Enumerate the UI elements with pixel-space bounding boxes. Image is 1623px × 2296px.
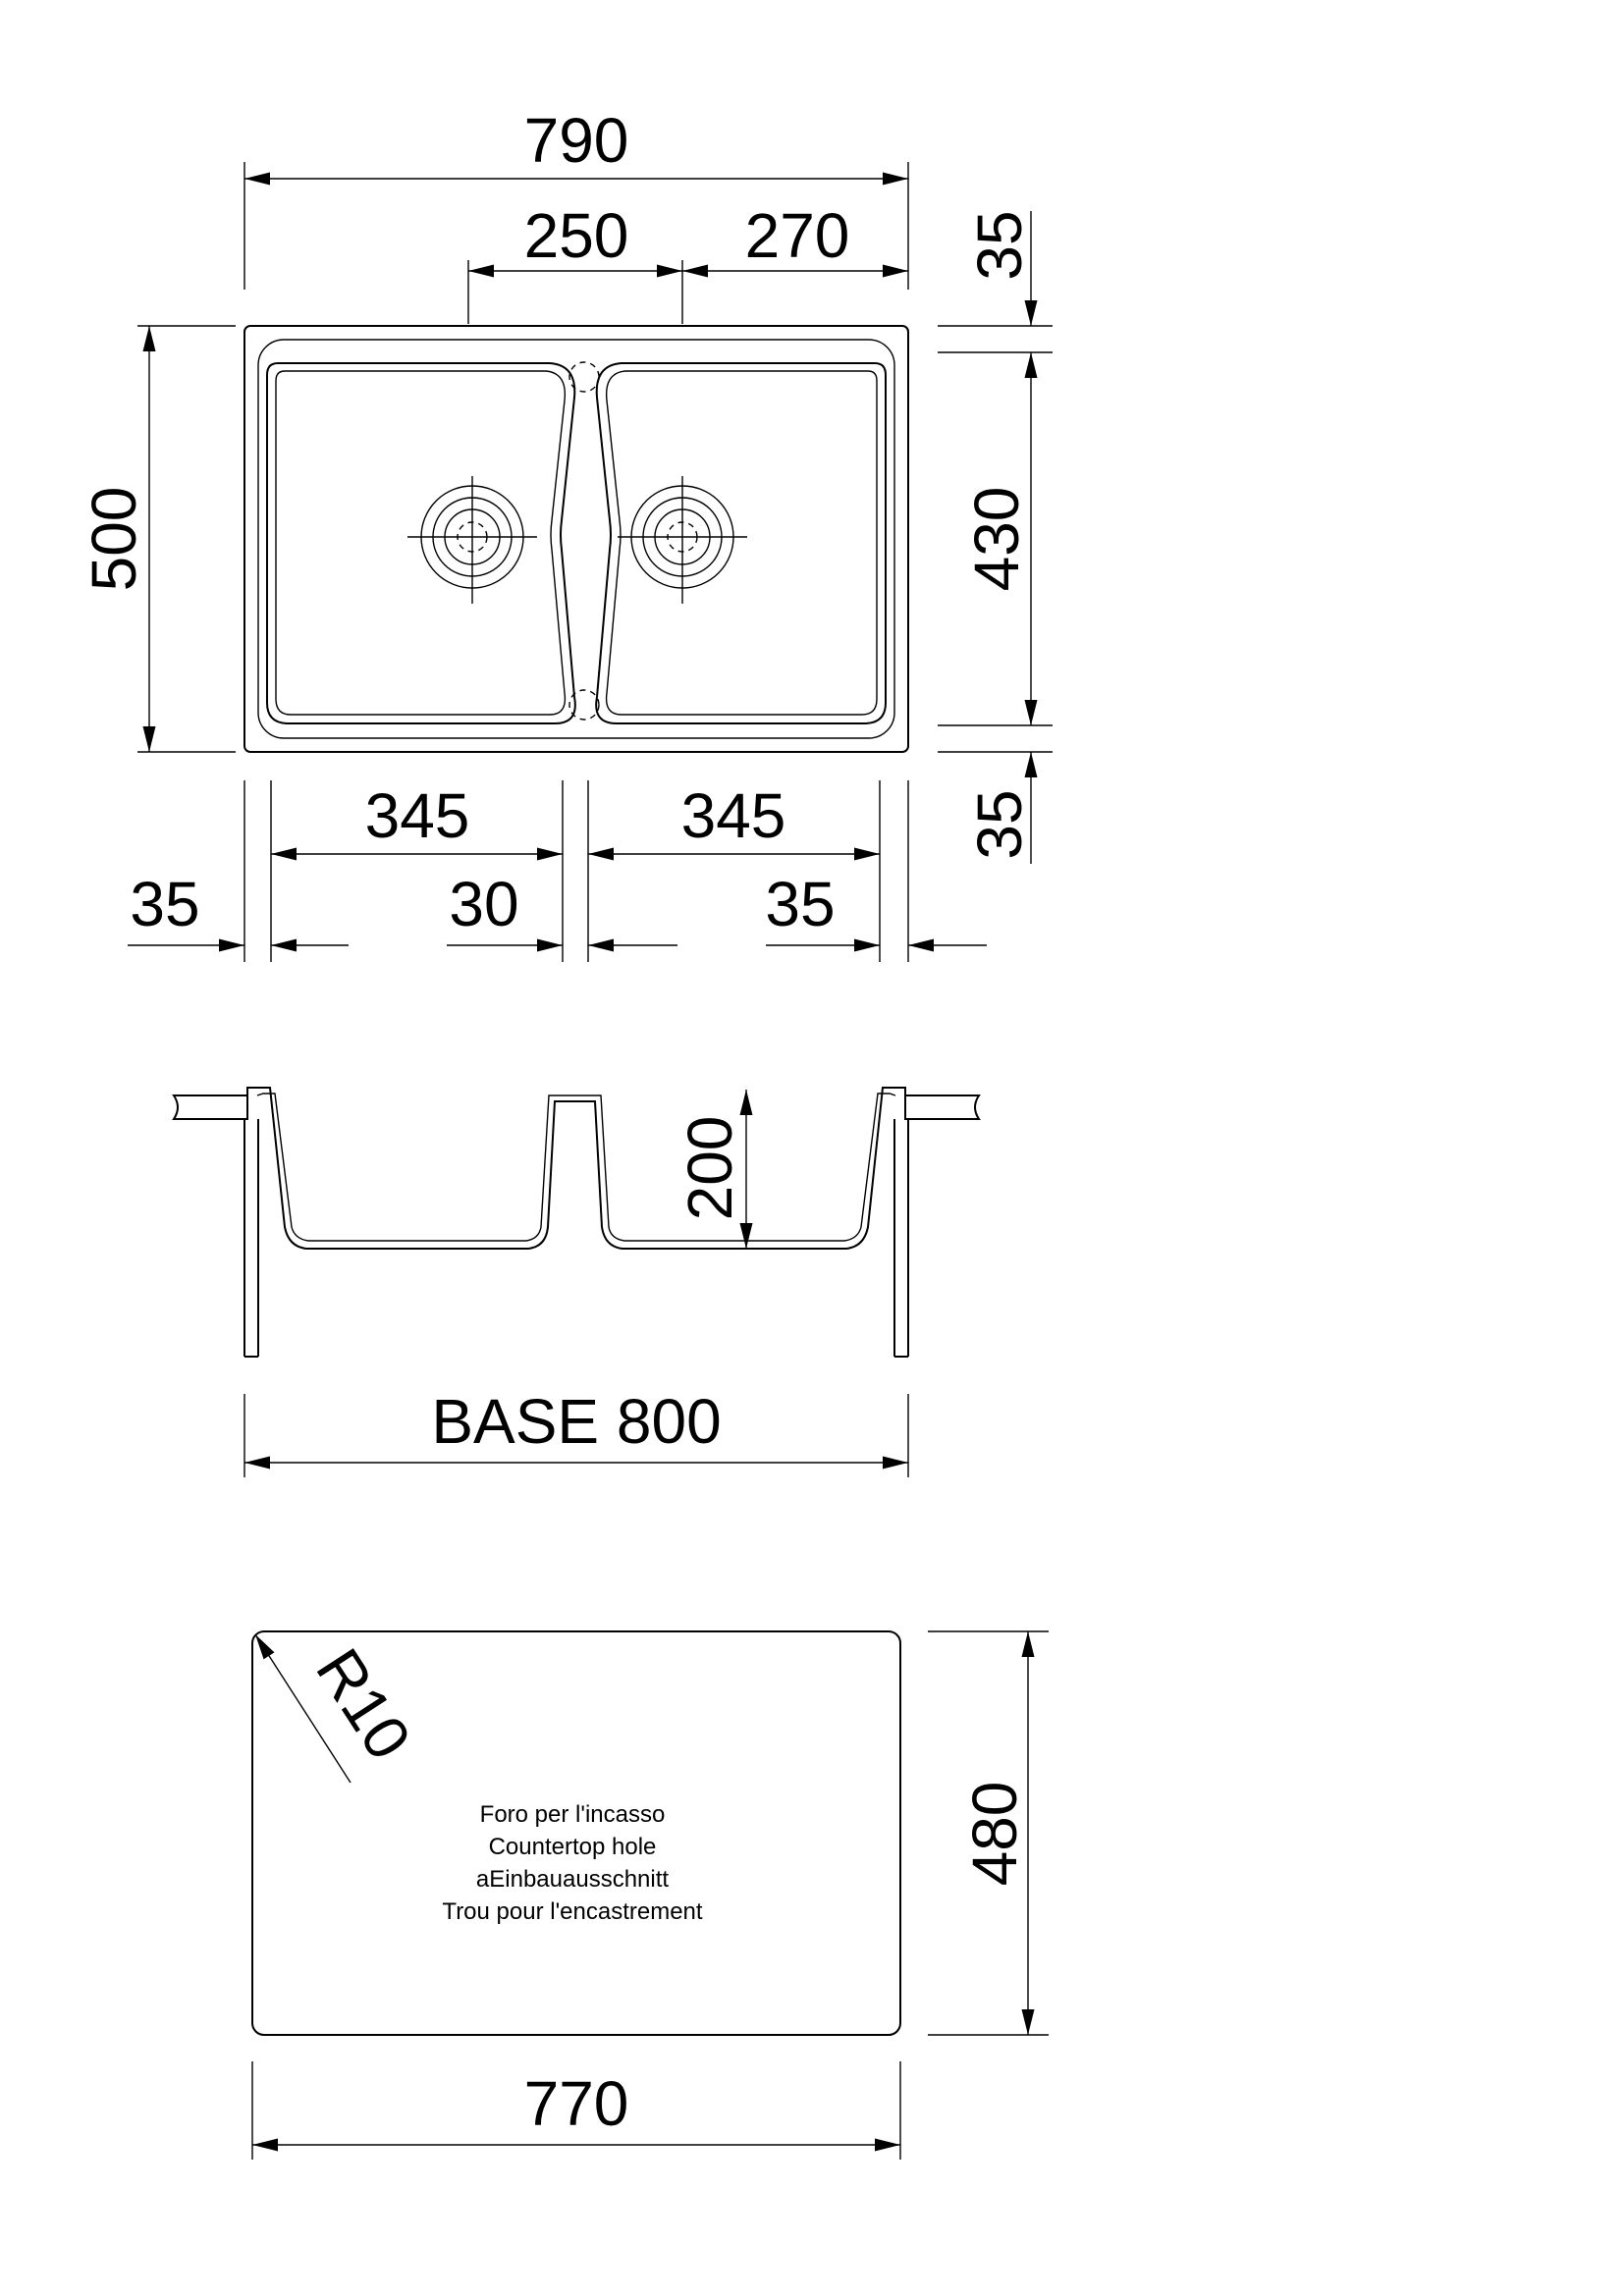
cutout-note-1: Foro per l'incasso (479, 1801, 666, 1828)
cutout-note-2: Countertop hole (488, 1834, 657, 1860)
dim-200: 200 (675, 1115, 745, 1221)
overflow-hole-top (569, 362, 599, 392)
countertop-right (905, 1095, 979, 1119)
dim-30: 30 (449, 869, 519, 939)
dim-480: 480 (959, 1781, 1030, 1887)
dim-770: 770 (523, 2068, 629, 2139)
right-bowl-inner (607, 371, 877, 715)
dim-500: 500 (79, 486, 149, 592)
dim-35-right: 35 (765, 869, 836, 939)
dim-345-right: 345 (680, 780, 786, 851)
left-bowl-inner (276, 371, 565, 715)
dim-345-left: 345 (364, 780, 470, 851)
top-view (79, 105, 1053, 962)
dim-35-top: 35 (964, 210, 1035, 281)
sink-profile-outer (247, 1088, 905, 1249)
cutout-note-4: Trou pour l'encastrement (442, 1898, 703, 1925)
sink-outline (244, 326, 908, 752)
dim-r10: R10 (302, 1636, 425, 1772)
cutout-view (252, 1631, 1049, 2160)
dim-790: 790 (523, 105, 629, 176)
dim-270: 270 (744, 200, 850, 271)
left-drain (407, 476, 537, 604)
countertop-left (174, 1095, 247, 1119)
dim-35-left: 35 (130, 869, 200, 939)
right-bowl (596, 363, 886, 723)
dim-430: 430 (961, 486, 1032, 592)
cutout-note-3: aEinbauausschnitt (475, 1866, 670, 1893)
right-drain (618, 476, 747, 604)
dim-base-800: BASE 800 (431, 1386, 722, 1457)
dim-35-bottom: 35 (964, 789, 1035, 860)
sink-inner-rim (258, 340, 894, 738)
extension-lines (137, 162, 1053, 962)
side-view (174, 1088, 979, 1477)
dim-250: 250 (523, 200, 629, 271)
sink-profile-inner (257, 1094, 895, 1241)
overflow-hole-bottom (569, 690, 599, 720)
